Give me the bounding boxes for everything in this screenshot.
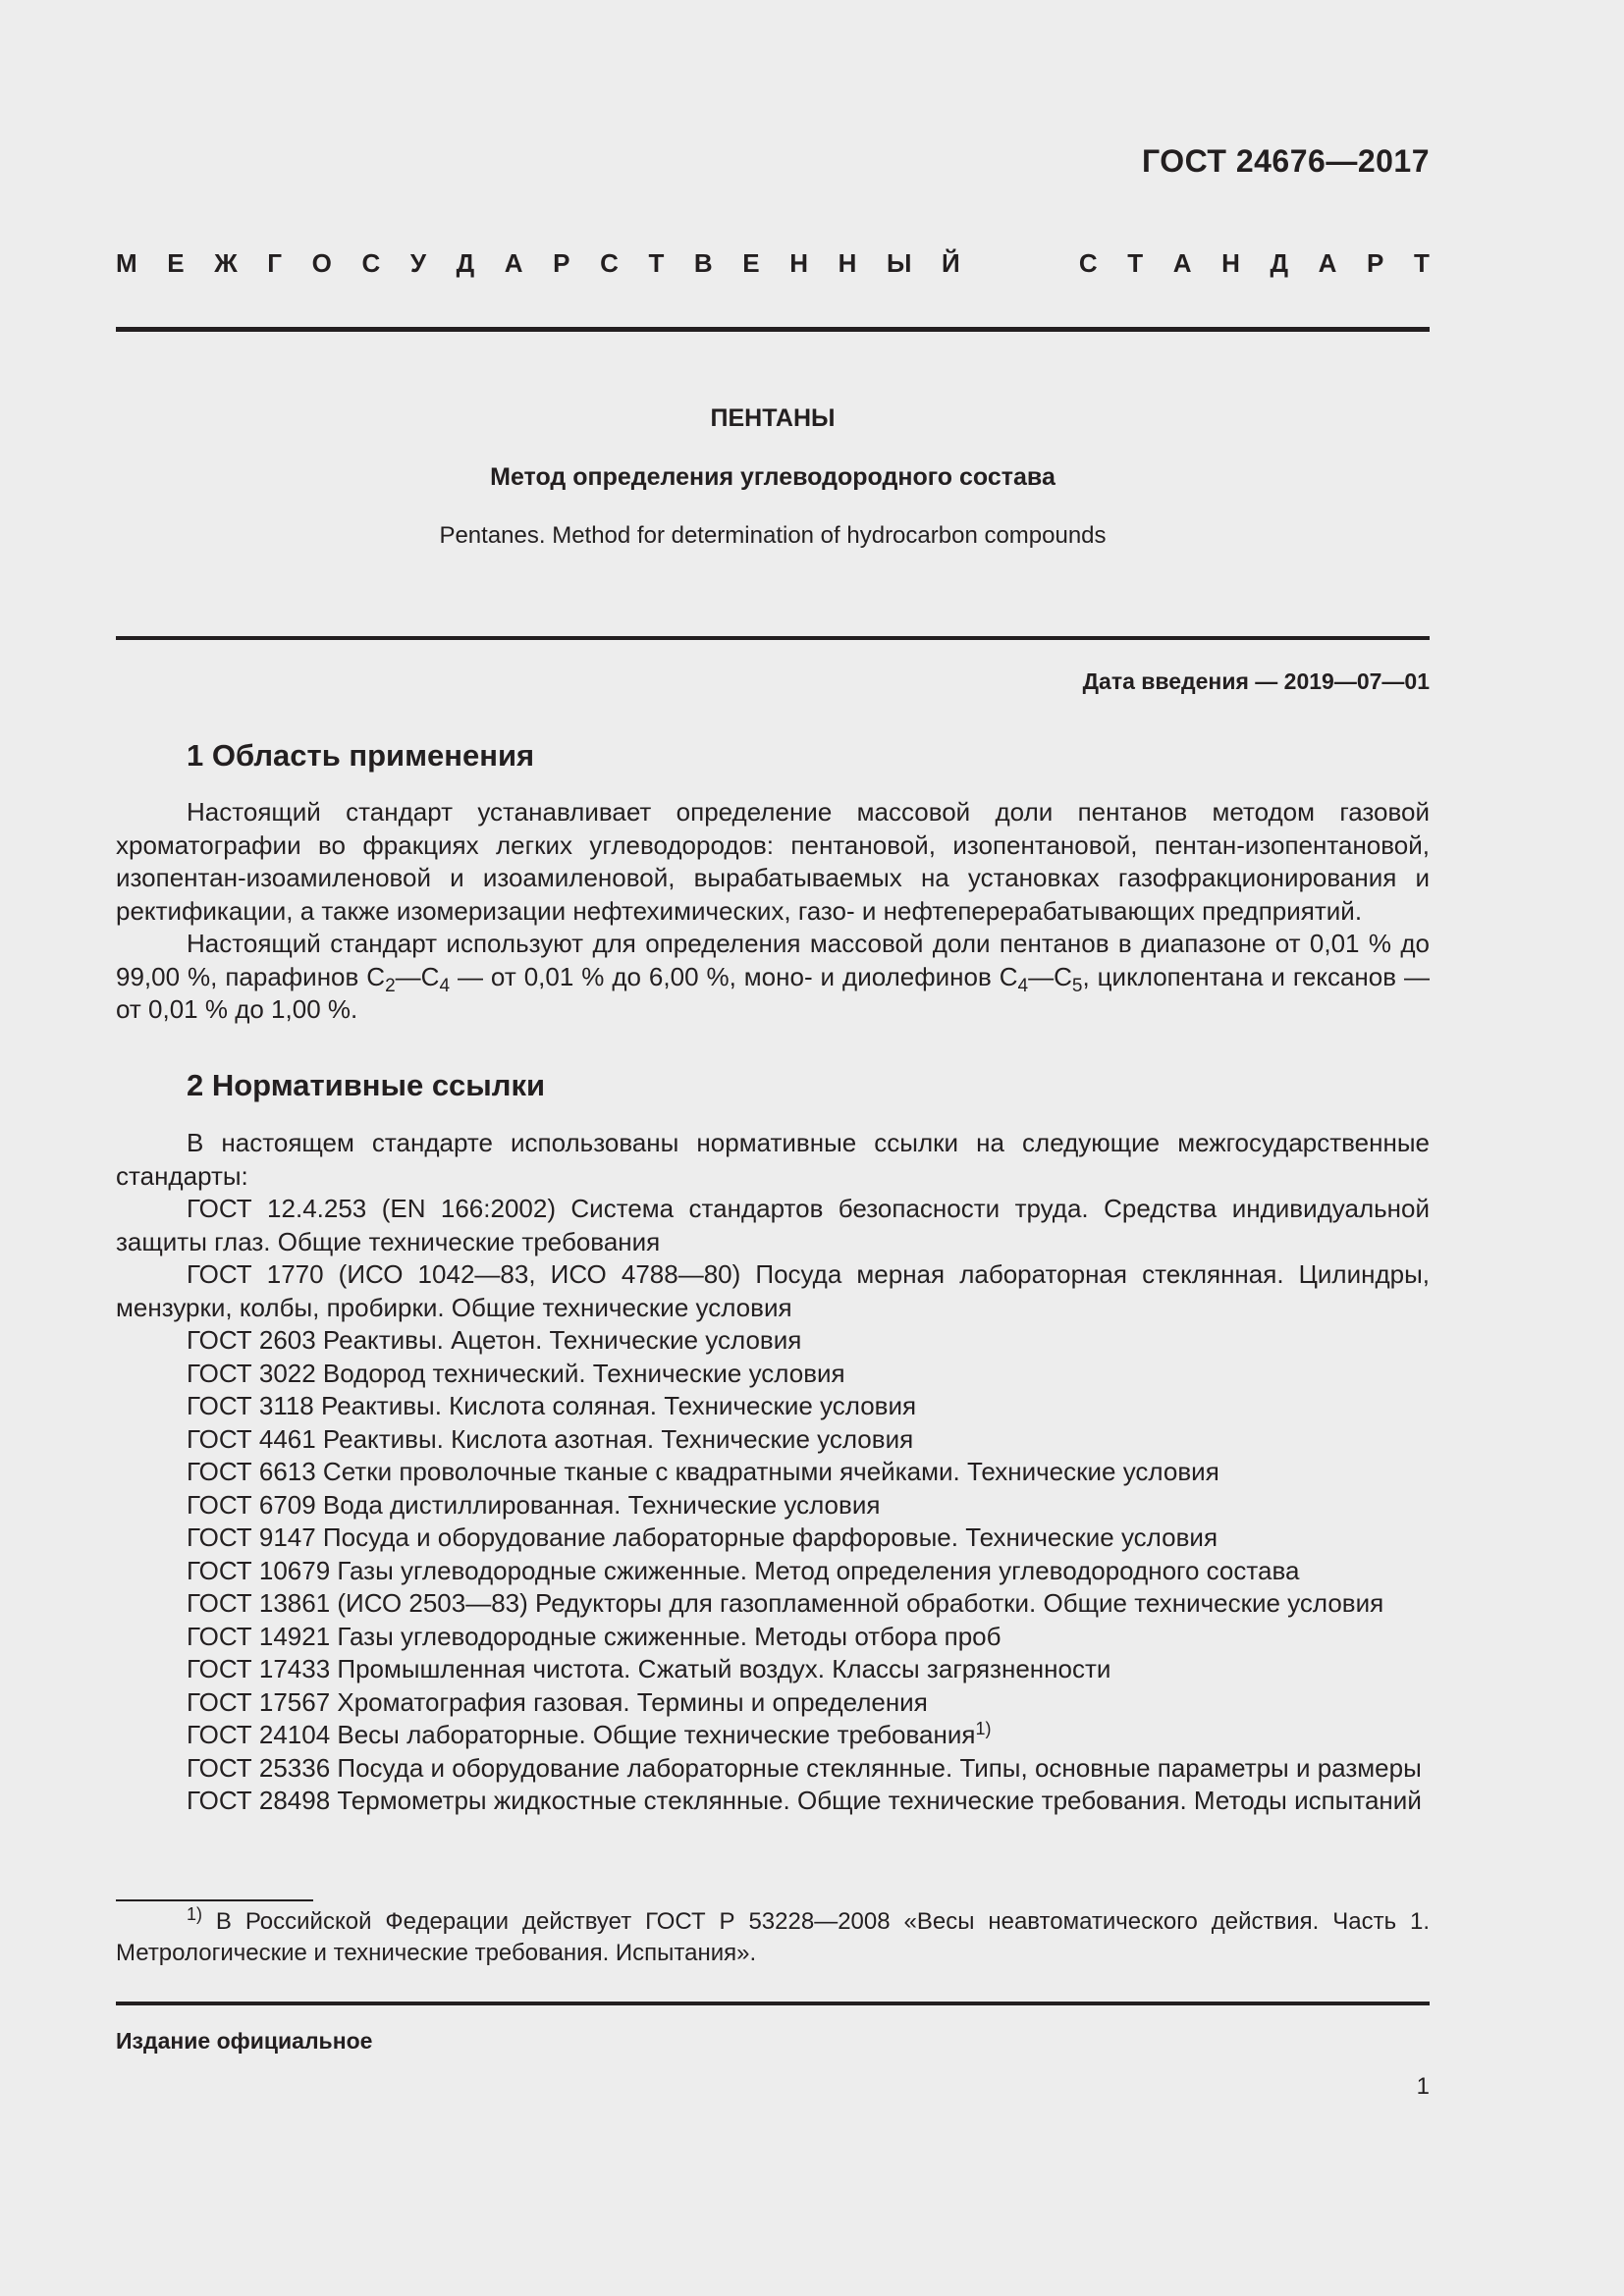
reference-item: ГОСТ 13861 (ИСО 2503—83) Редукторы для газопламенной обработки. Общие технические условия xyxy=(187,1588,1384,1618)
section-heading-scope: 1 Область применения xyxy=(187,738,535,773)
reference-item: ГОСТ 6613 Сетки проволочные тканые с квадратными ячейками. Технические условия xyxy=(187,1457,1219,1486)
reference-item: ГОСТ 17433 Промышленная чистота. Сжатый воздух. Классы загрязненности xyxy=(187,1654,1111,1683)
banner-letter: У xyxy=(409,248,427,278)
banner-letter: Н xyxy=(789,248,809,278)
document-title-english: Pentanes. Method for determination of hydrocarbon compounds xyxy=(439,522,1107,549)
reference-item: ГОСТ 25336 Посуда и оборудование лабораторные стеклянные. Типы, основные параметры и размеры xyxy=(187,1752,1422,1783)
document-title: ПЕНТАНЫ xyxy=(710,404,836,432)
banner-letter: Й xyxy=(942,248,960,278)
gost-code: ГОСТ 24676—2017 xyxy=(1141,143,1430,179)
banner-letter: С xyxy=(600,248,619,278)
footnote-reference-mark: 1) xyxy=(975,1719,992,1738)
banner-letter: Д xyxy=(456,248,475,278)
banner-letter: А xyxy=(1172,248,1192,278)
banner-letter: Е xyxy=(167,248,185,278)
banner-letter: Т xyxy=(648,248,665,278)
banner-letter: В xyxy=(693,248,713,278)
header-divider xyxy=(116,327,1430,332)
footnote-mark: 1) xyxy=(187,1904,203,1924)
reference-item: ГОСТ 3022 Водород технический. Технические условия xyxy=(187,1358,845,1388)
reference-item: ГОСТ 1770 (ИСО 1042—83, ИСО 4788—80) Посуда мерная лабораторная стеклянная. Цилиндры, мензурки, колбы, пробирки. Общие технические условия xyxy=(116,1259,1430,1322)
official-edition-label: Издание официальное xyxy=(116,2028,373,2054)
banner-letter: Г xyxy=(267,248,283,278)
scope-paragraph-2: Настоящий стандарт используют для определения массовой доли пентанов в диапазоне от 0,01 % до 99,00 %, парафинов $C_2—C_4$ — от 0,01 % до 6,00 %, моно- и диолефинов $C_4—C_5$, циклопентана и гексанов — от 0,01 % до 1,00 %. xyxy=(116,929,1430,1024)
banner-letter: Р xyxy=(553,248,570,278)
references-intro: В настоящем стандарте использованы нормативные ссылки на следующие межгосударственные стандарты: xyxy=(116,1128,1430,1191)
reference-item: ГОСТ 12.4.253 (EN 166:2002) Система стандартов безопасности труда. Средства индивидуальной защиты глаз. Общие технические требования xyxy=(116,1194,1430,1256)
section-heading-references: 2 Нормативные ссылки xyxy=(187,1068,546,1102)
introduction-date: Дата введения — 2019—07—01 xyxy=(1082,668,1430,694)
banner-letter: Т xyxy=(1413,248,1430,278)
banner-letter: Д xyxy=(1270,248,1289,278)
reference-item-with-footnote: ГОСТ 24104 Весы лабораторные. Общие технические требования$^{1)}$ xyxy=(187,1719,992,1749)
banner-letter: А xyxy=(504,248,523,278)
banner-letter: Р xyxy=(1367,248,1384,278)
reference-item: ГОСТ 6709 Вода дистиллированная. Технические условия xyxy=(187,1489,881,1520)
footnote-separator xyxy=(116,1899,313,1901)
section-references-body xyxy=(116,1127,1430,1818)
banner-letter: Ж xyxy=(214,248,238,278)
reference-item: ГОСТ 3118 Реактивы. Кислота соляная. Технические условия xyxy=(187,1391,917,1420)
reference-item: ГОСТ 9147 Посуда и оборудование лабораторные фарфоровые. Технические условия xyxy=(187,1522,1218,1552)
section-scope-body xyxy=(116,796,1430,1027)
reference-item: ГОСТ 10679 Газы углеводородные сжиженные. Метод определения углеводородного состава xyxy=(187,1555,1300,1585)
standard-type-banner xyxy=(116,248,1430,279)
footer-divider xyxy=(116,2002,1430,2005)
page-number: 1 xyxy=(1416,2073,1430,2100)
reference-item: ГОСТ 4461 Реактивы. Кислота азотная. Технические условия xyxy=(187,1423,914,1454)
footnote: $^{1)}$ В Российской Федерации действует ГОСТ Р 53228—2008 «Весы неавтоматического действия. Часть 1. Метрологические и технические требования. Испытания». xyxy=(116,1904,1430,1966)
document-page xyxy=(116,0,1430,2296)
banner-letter: Ы xyxy=(886,248,912,278)
banner-letter: А xyxy=(1318,248,1337,278)
banner-letter: Н xyxy=(838,248,857,278)
banner-letter: С xyxy=(1078,248,1098,278)
reference-item: ГОСТ 14921 Газы углеводородные сжиженные. Методы отбора проб xyxy=(187,1621,1001,1651)
banner-letter: Е xyxy=(742,248,760,278)
reference-item: ГОСТ 28498 Термометры жидкостные стеклянные. Общие технические требования. Методы испытаний xyxy=(187,1786,1422,1815)
reference-item: ГОСТ 17567 Хроматография газовая. Термины и определения xyxy=(187,1686,928,1717)
banner-letter: С xyxy=(361,248,381,278)
banner-letter: О xyxy=(311,248,332,278)
title-divider xyxy=(116,636,1430,640)
reference-item: ГОСТ 2603 Реактивы. Ацетон. Технические условия xyxy=(187,1325,802,1355)
document-subtitle: Метод определения углеводородного состава xyxy=(490,463,1056,491)
scope-paragraph-1: Настоящий стандарт устанавливает определение массовой доли пентанов методом газовой хроматографии во фракциях легких углеводородов: пентановой, изопентановой, пентан-изопентановой, изопентан-изоамиленовой и изоамиленовой, вырабатываемых на установках газофракционирования и ректификации, а также изомеризации нефтехимических, газо- и нефтеперерабатывающих предприятий. xyxy=(116,797,1430,926)
banner-letter: Н xyxy=(1221,248,1240,278)
banner-letter: Т xyxy=(1127,248,1144,278)
banner-letter: М xyxy=(116,248,137,278)
